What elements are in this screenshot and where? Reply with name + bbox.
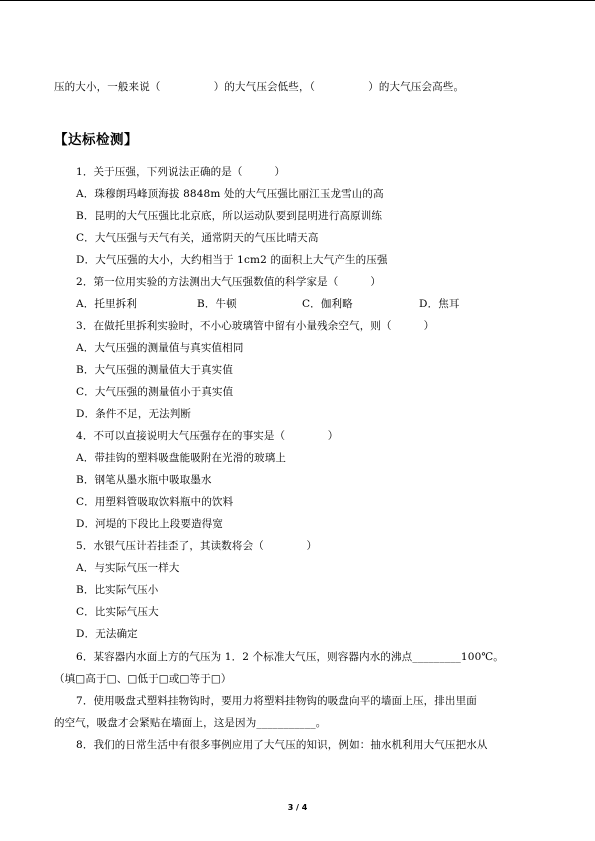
q8-line-1: 8．我们的日常生活中有很多事例应用了大气压的知识，例如：抽水机利用大气压把水从 [76, 739, 488, 751]
q5-option-b: B．比实际气压小 [76, 584, 159, 596]
q1-option-b: B．昆明的大气压强比北京底，所以运动队要到昆明进行高原训练 [76, 210, 383, 222]
page-top-border [0, 0, 595, 1]
q6-line-1: 6．某容器内水面上方的气压为 1．2 个标准大气压，则容器内水的沸点_________100℃。 [76, 651, 504, 663]
q2-option-c: C．伽利略 [302, 298, 353, 310]
q3-option-a: A．大气压强的测量值与真实值相同 [76, 342, 244, 354]
q7-line-2: 的空气，吸盘才会紧贴在墙面上，这是因为___________。 [54, 717, 327, 729]
q5-option-c: C．比实际气压大 [76, 606, 159, 618]
q4-option-b: B．钢笔从墨水瓶中吸取墨水 [76, 474, 212, 486]
q4-stem: 4．不可以直接说明大气压强存在的事实是（ ） [76, 430, 339, 442]
q3-stem: 3．在做托里拆利实验时，不小心玻璃管中留有小量残余空气，则（ ） [76, 320, 435, 332]
intro-text: 压的大小，一般来说（ ）的大气压会低些，（ ）的大气压会高些。 [54, 81, 465, 93]
q4-option-c: C．用塑料管吸取饮料瓶中的饮料 [76, 496, 234, 508]
q5-option-a: A．与实际气压一样大 [76, 562, 180, 574]
q1-option-d: D．大气压强的大小，大约相当于 1cm2 的面积上大气产生的压强 [76, 254, 388, 266]
q2-option-a: A．托里拆利 [76, 298, 137, 310]
page-number: 3 / 4 [287, 803, 308, 812]
q1-option-c: C．大气压强与天气有关，通常阴天的气压比晴天高 [76, 232, 319, 244]
q2-option-d: D．焦耳 [419, 298, 460, 310]
q1-stem: 1．关于压强，下列说法正确的是（ ） [76, 166, 286, 178]
q5-option-d: D．无法确定 [76, 628, 138, 640]
q2-stem: 2．第一位用实验的方法测出大气压强数值的科学家是（ ） [76, 276, 382, 288]
q1-option-a: A．珠穆朗玛峰顶海拔 8848m 处的大气压强比丽江玉龙雪山的高 [76, 188, 384, 200]
section-title: 【达标检测】 [54, 132, 138, 148]
q2-options-row [76, 297, 460, 311]
q2-option-b: B．牛顿 [197, 298, 237, 310]
q4-option-a: A．带挂钩的塑料吸盘能吸附在光滑的玻璃上 [76, 452, 287, 464]
q3-option-b: B．大气压强的测量值大于真实值 [76, 364, 233, 376]
q3-option-c: C．大气压强的测量值小于真实值 [76, 386, 234, 398]
q7-line-1: 7．使用吸盘式塑料挂物钩时，要用力将塑料挂物钩的吸盘向平的墙面上压，排出里面 [76, 695, 477, 707]
q5-stem: 5．水银气压计若挂歪了，其读数将会（ ） [76, 540, 318, 552]
q3-option-d: D．条件不足，无法判断 [76, 408, 192, 420]
q6-line-2: （填□高于□、□低于□或□等于□） [54, 673, 232, 685]
q4-option-d: D．河堤的下段比上段要造得宽 [76, 518, 224, 530]
